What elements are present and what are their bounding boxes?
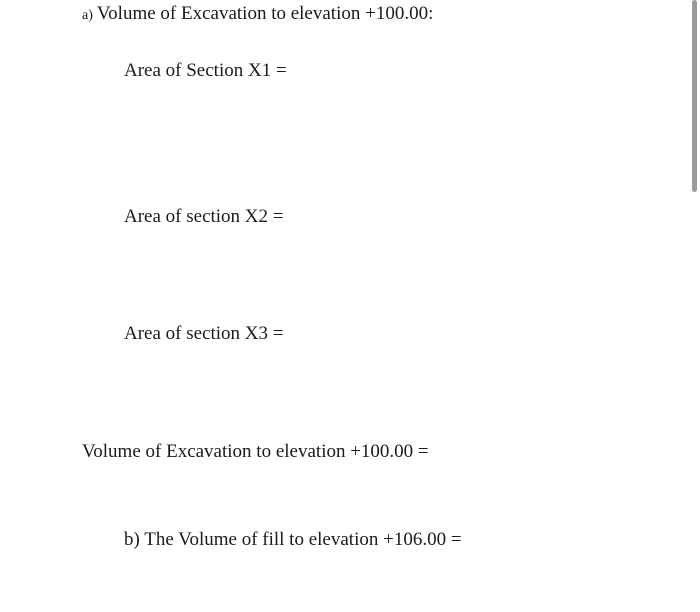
area-section-x1-label: Area of Section X1 =: [124, 60, 287, 81]
part-a-heading: [82, 2, 433, 28]
part-a-marker: a): [82, 8, 93, 23]
area-section-x2-label: Area of section X2 =: [124, 206, 284, 227]
volume-excavation-label: Volume of Excavation to elevation +100.00 =: [82, 441, 429, 462]
vertical-scrollbar-thumb[interactable]: [692, 0, 697, 192]
area-section-x3-label: Area of section X3 =: [124, 323, 284, 344]
part-a-heading-text: Volume of Excavation to elevation +100.00:: [96, 3, 434, 24]
part-b-fill-volume-label: b) The Volume of fill to elevation +106.00 =: [124, 529, 462, 550]
